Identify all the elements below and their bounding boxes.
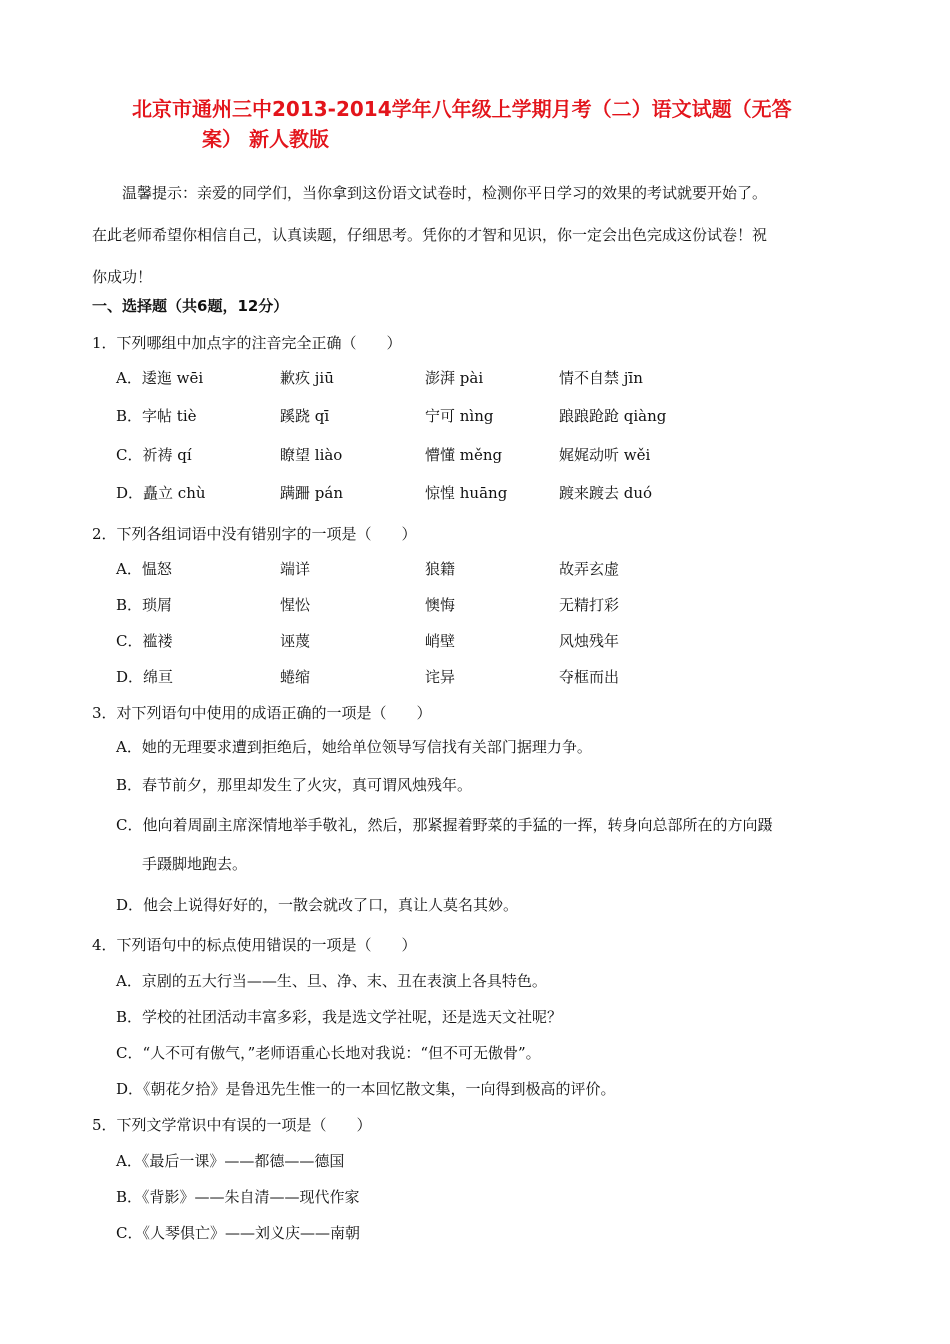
cell: 懊悔 bbox=[425, 596, 456, 614]
section-heading: 一、选择题（共6题，12分） bbox=[92, 297, 289, 315]
option-c-line-1: C．他向着周副主席深情地举手敬礼，然后，那紧握着野菜的手猛的一挥，转身向总部所在的方向蹑 bbox=[116, 816, 773, 834]
question-3-option-a: A．她的无理要求遭到拒绝后，她给单位领导写信找有关部门据理力争。 bbox=[116, 738, 592, 756]
cell: 情不自禁 jīn bbox=[559, 369, 643, 387]
cell: 无精打彩 bbox=[559, 596, 620, 614]
question-5-option-a: A．《最后一课》——都德——德国 bbox=[116, 1152, 345, 1170]
cell: C．褴褛 bbox=[116, 632, 173, 650]
cell: C．祈祷 qí bbox=[116, 446, 192, 464]
option-c-line-2: 手蹑脚地跑去。 bbox=[142, 855, 248, 873]
cell: 狼籍 bbox=[425, 560, 456, 578]
question-3-option-b: B．春节前夕，那里却发生了火灾，真可谓风烛残年。 bbox=[116, 776, 473, 794]
cell: 懵懂 měng bbox=[425, 446, 503, 464]
notice-line-3: 你成功！ bbox=[92, 268, 153, 286]
question-2-row-a bbox=[116, 558, 876, 580]
question-4-option-b: B．学校的社团活动丰富多彩，我是选文学社呢，还是选天文社呢？ bbox=[116, 1008, 563, 1026]
question-1-row-c bbox=[116, 444, 876, 466]
cell: 踱来踱去 duó bbox=[559, 484, 653, 502]
question-1-row-a bbox=[116, 367, 876, 389]
cell: D．绵亘 bbox=[116, 668, 174, 686]
page-title bbox=[132, 94, 872, 154]
cell: D．矗立 chù bbox=[116, 484, 206, 502]
cell: 端详 bbox=[280, 560, 311, 578]
title-line-1: 北京市通州三中2013-2014学年八年级上学期月考（二）语文试题（无答 bbox=[132, 97, 792, 121]
question-3-option-d: D．他会上说得好好的，一散会就改了口，真让人莫名其妙。 bbox=[116, 896, 519, 914]
question-4-stem: 4．下列语句中的标点使用错误的一项是（ ） bbox=[92, 936, 417, 954]
cell: 歉疚 jiū bbox=[280, 369, 334, 387]
question-1-row-b bbox=[116, 405, 876, 427]
question-5-option-c: C．《人琴俱亡》——刘义庆——南朝 bbox=[116, 1224, 360, 1242]
cell: 蜷缩 bbox=[280, 668, 311, 686]
question-2-stem: 2．下列各组词语中没有错别字的一项是（ ） bbox=[92, 525, 417, 543]
notice-line-2: 在此老师希望你相信自己，认真读题，仔细思考。凭你的才智和见识，你一定会出色完成这份试卷！祝 bbox=[92, 226, 768, 244]
cell: 惊惶 huāng bbox=[425, 484, 508, 502]
question-3-stem: 3．对下列语句中使用的成语正确的一项是（ ） bbox=[92, 704, 432, 722]
notice-paragraph bbox=[92, 172, 867, 298]
cell: 故弄玄虚 bbox=[559, 560, 620, 578]
cell: 澎湃 pài bbox=[425, 369, 484, 387]
question-1-stem: 1．下列哪组中加点字的注音完全正确（ ） bbox=[92, 334, 402, 352]
question-3-option-c bbox=[116, 814, 876, 874]
question-5-option-b: B．《背影》——朱自清——现代作家 bbox=[116, 1188, 360, 1206]
cell: 踉踉跄跄 qiàng bbox=[559, 407, 667, 425]
question-2-row-b bbox=[116, 594, 876, 616]
cell: 惺忪 bbox=[280, 596, 311, 614]
cell: B．琐屑 bbox=[116, 596, 173, 614]
cell: 瞭望 liào bbox=[280, 446, 343, 464]
cell: 蹒跚 pán bbox=[280, 484, 343, 502]
cell: 峭壁 bbox=[425, 632, 456, 650]
cell: 宁可 nìng bbox=[425, 407, 494, 425]
question-2-row-d bbox=[116, 666, 876, 688]
question-1-row-d bbox=[116, 482, 876, 504]
question-4-option-a: A．京剧的五大行当——生、旦、净、末、丑在表演上各具特色。 bbox=[116, 972, 547, 990]
cell: 夺框而出 bbox=[559, 668, 620, 686]
cell: B．字帖 tiè bbox=[116, 407, 197, 425]
cell: 蹊跷 qī bbox=[280, 407, 330, 425]
question-4-option-d: D．《朝花夕拾》是鲁迅先生惟一的一本回忆散文集，一向得到极高的评价。 bbox=[116, 1080, 616, 1098]
notice-line-1: 温馨提示：亲爱的同学们，当你拿到这份语文试卷时，检测你平日学习的效果的考试就要开始了。 bbox=[122, 184, 768, 202]
cell: 娓娓动听 wěi bbox=[559, 446, 651, 464]
question-2-row-c bbox=[116, 630, 876, 652]
title-line-2: 案） 新人教版 bbox=[202, 127, 329, 151]
question-5-stem: 5．下列文学常识中有误的一项是（ ） bbox=[92, 1116, 372, 1134]
cell: 风烛残年 bbox=[559, 632, 620, 650]
cell: A．愠怒 bbox=[116, 560, 172, 578]
cell: A．逶迤 wēi bbox=[116, 369, 204, 387]
question-4-option-c: C．“人不可有傲气，”老师语重心长地对我说：“但不可无傲骨”。 bbox=[116, 1044, 541, 1062]
cell: 诬蔑 bbox=[280, 632, 311, 650]
cell: 诧异 bbox=[425, 668, 456, 686]
